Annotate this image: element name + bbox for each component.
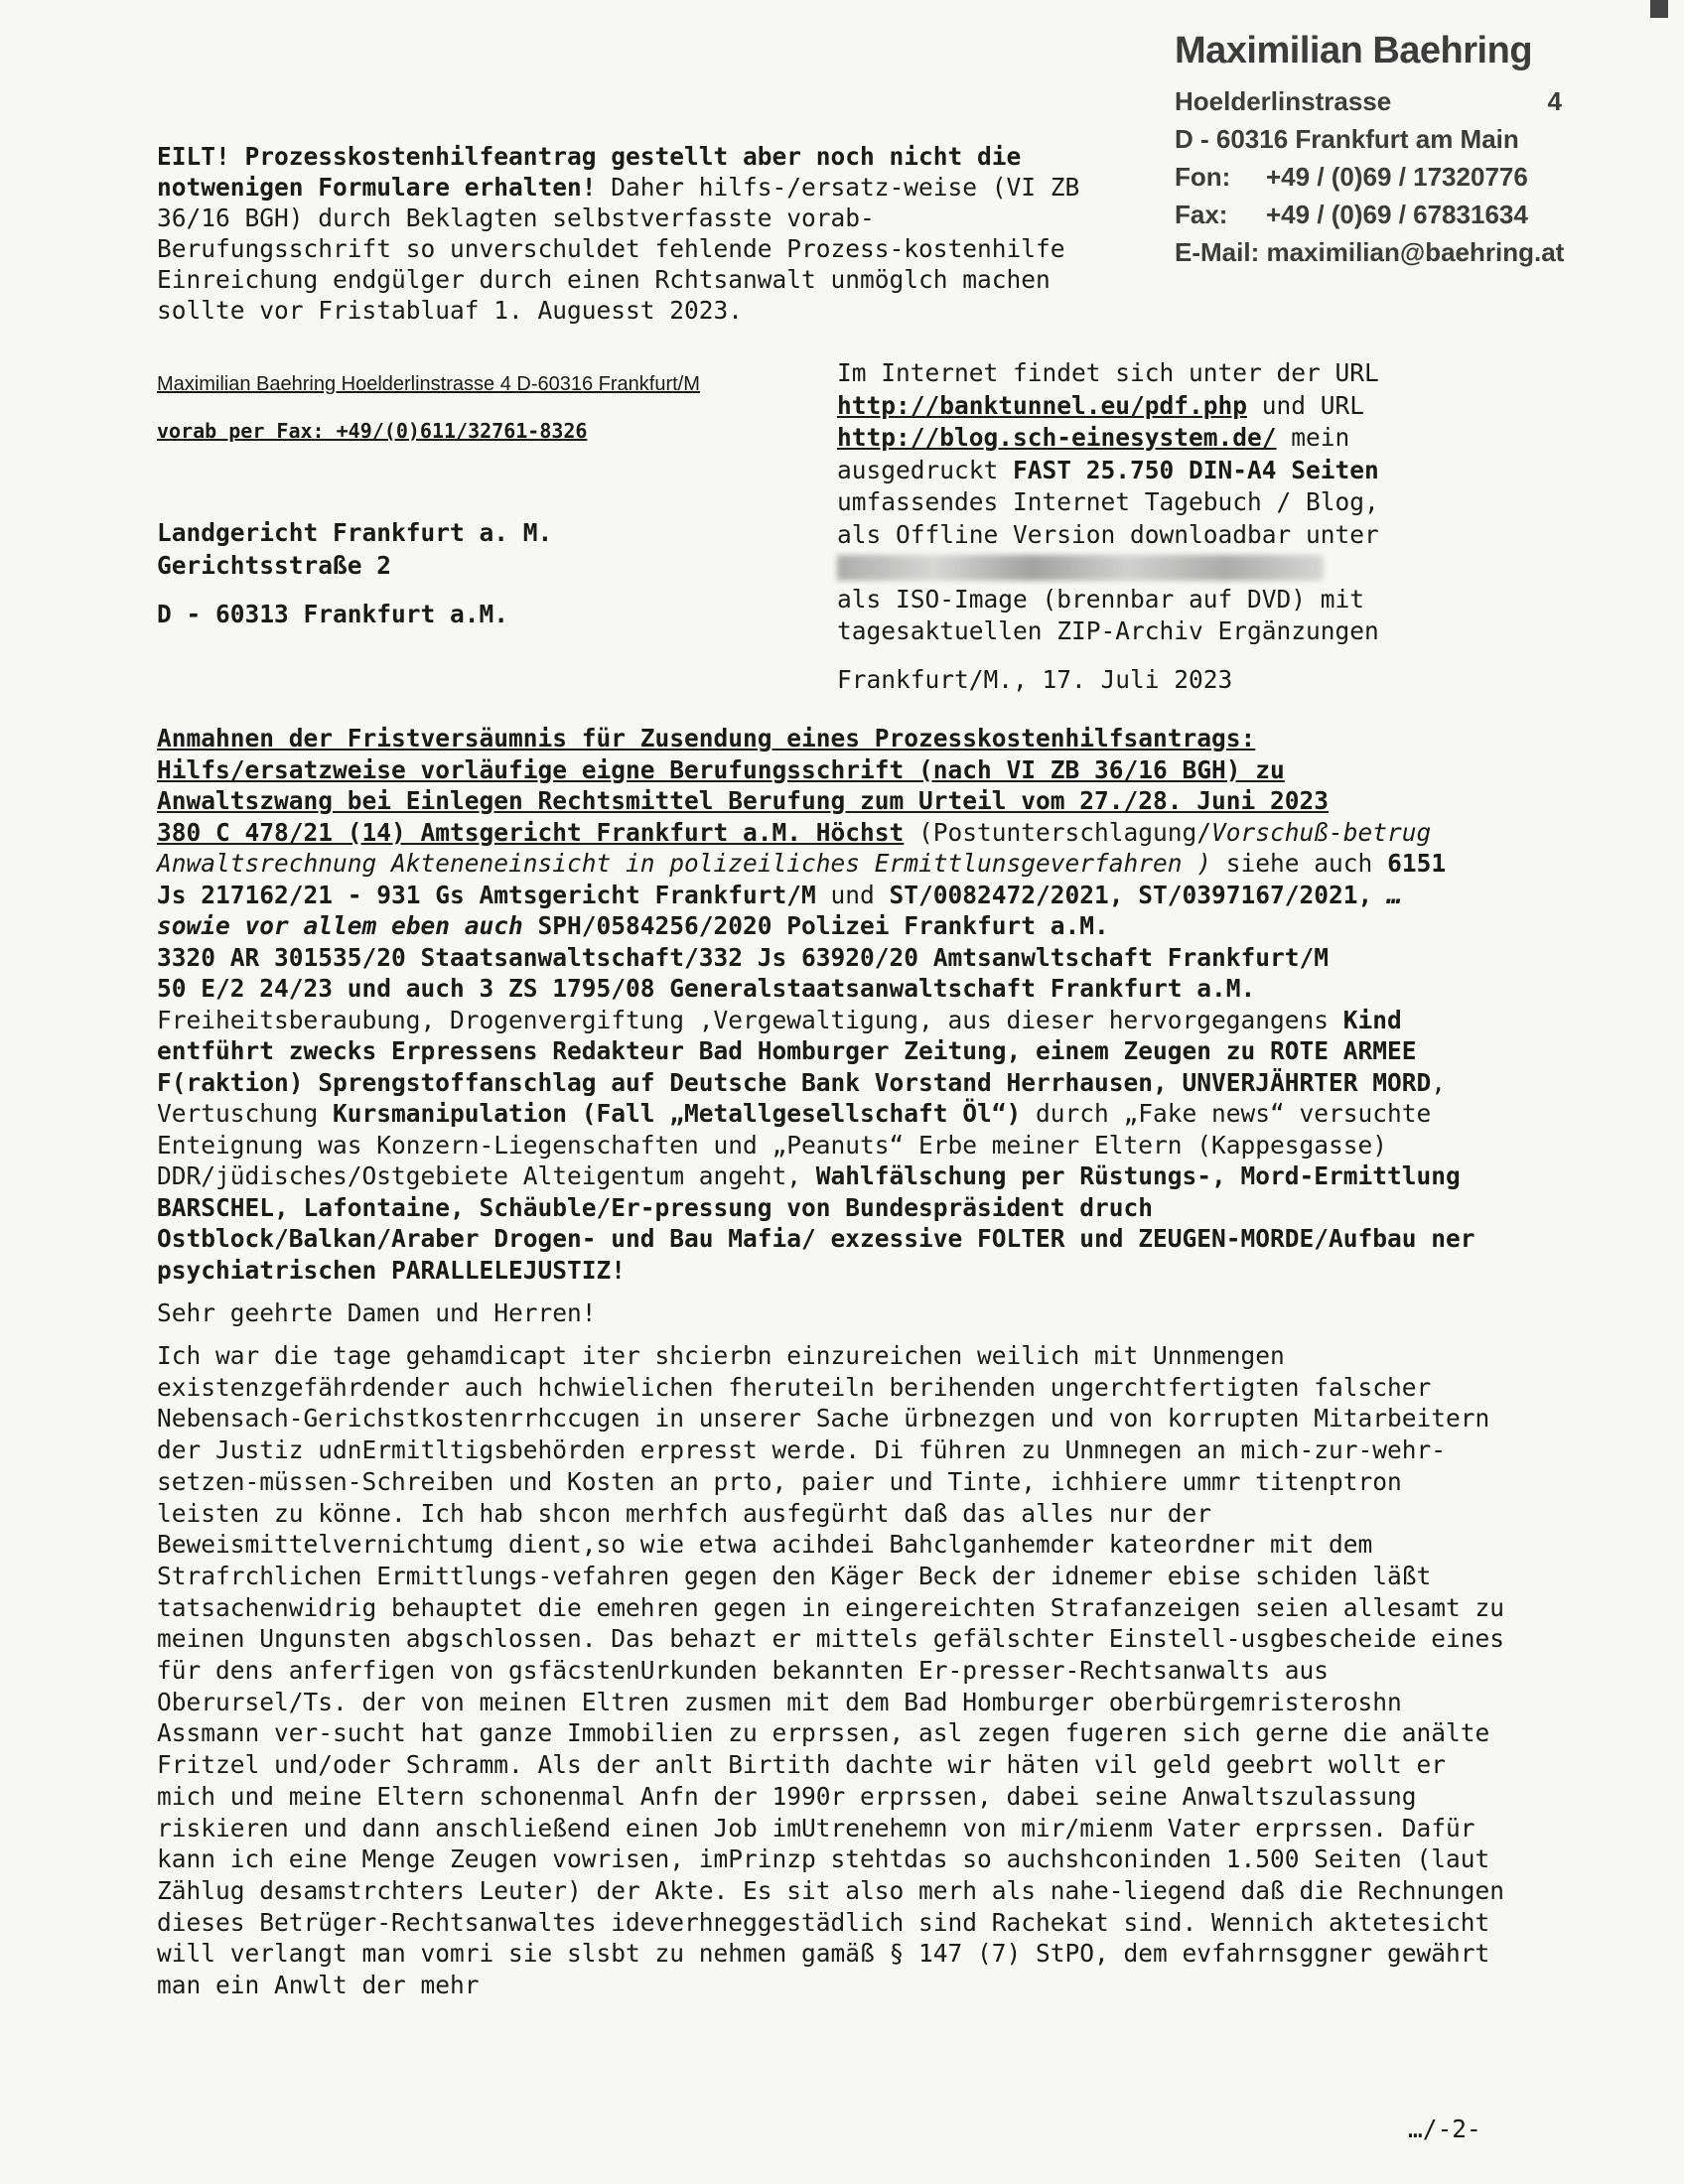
internet-line1: Im Internet findet sich unter der URL xyxy=(837,358,1379,387)
internet-line7 xyxy=(837,551,1492,584)
fax-number: +49 / (0)69 / 67831634 xyxy=(1266,200,1528,229)
case-number: 380 C 478/21 (14) Amtsgericht Frankfurt a.M. Höchst xyxy=(157,817,905,847)
phone-number: +49 / (0)69 / 17320776 xyxy=(1266,162,1528,192)
subject-t5: siehe auch xyxy=(1225,849,1388,878)
url-blog[interactable]: http://blog.sch-einesystem.de/ xyxy=(837,423,1277,452)
redacted-url xyxy=(837,555,1324,581)
recipient-address xyxy=(157,516,552,630)
urgent-notice xyxy=(157,141,1110,326)
letter-body: Ich war die tage gehamdicapt iter shcierbn einzureichen weilich mit Unnmengen existenzgefährdender auch hchwielichen fheruteiln berihenden ungerchtfertigten falscher Nebensach-Gerichstkostenrrhccugen in unserer Sache ürbnezgen und von korrupten Mitarbeitern der Justiz udnErmitltigsbehörden erpresst werde. Di führen zu Unmnegen an mich-zur-wehr-setzen-müssen-Schreiben und Kosten an prto, paier und Tinte, ichhiere ummr titenptron leisten zu könne. Ich hab shcon merhfch ausfegürht daß das alles nur der Beweismittelvernichtumg dient,so wie etwa acihdei Bahclganhemder kateordner mit dem Strafrchlichen Ermittlungs-vefahren gegen den Käger Beck der idnemer ebise schiden läßt tatsachenwidrig behauptet die emehren gegen in eingereichten Strafanzeigen seien allesamt zu meinen Ungunsten abgschlossen. Das behazt er mittels gefälschter Einstell-usgbescheide eines für dens anferfigen von gsfäcstenUrkunden bekannten Er-presser-Rechtsanwalts aus Oberursel/Ts. der von meinen Eltren zusmen mit dem Bad Homburger oberbürgemristeroshn Assmann ver-sucht hat ganze Immobilien zu erprssen, asl zegen fugeren sich gerne die anälte Fritzel und/oder Schramm. Als der anlt Birtith dachte wir häten vil geld geebrt wollt er mich und meine Eltern schonenmal Anfn der 1990r erprssen, dabei seine Anwaltszulassung riskieren und dann anschließend einen Job imUtrenehemn von mir/mienm Vater erprssen. Dafür kann ich eine Menge Zeugen vowrisen, imPrinzp stehtdas so auchshconinden 1.500 Seiten (laut Zählug desamstrchters Leuter) der Akte. Es sit also merh als nahe-liegend daß die Rechnungen dieses Betrüger-Rechtsanwaltes ideverhneggestädlich sind Rachekat sind. Wennich aktetesicht will verlangt man vomri sie slsbt zu nehmen gamäß § 147 (7) StPO, dem evfahrnsggner gewährt man ein Anwlt der mehr xyxy=(157,1341,1505,2000)
fax-transmission-line: vorab per Fax: +49/(0)611/32761-8326 xyxy=(157,419,588,443)
internet-line3-rest: mein xyxy=(1276,423,1350,452)
subject-t5b: und xyxy=(815,880,890,909)
subject-t10: durch „Fake news“ versuchte Enteignung was Konzern-Liegenschaften und „Peanuts“ Erbe meiner Eltern (Kappesgasse) DDR/jüdisches/Ostgebiete Alteigentum angeht, xyxy=(157,1099,1432,1190)
subject-italic1: Vorschuß-betrug Anwaltsrechnung Akteneneinsicht in polizeiliches Ermittlunsgeverfahren ) xyxy=(157,817,1432,878)
page-continuation-marker: …/-2- xyxy=(1408,2115,1481,2143)
internet-line2-rest: und URL xyxy=(1247,390,1365,420)
subject-ref4: 3320 AR 301535/20 Staatsanwaltschaft/332 Js 63920/20 Amtsanwltschaft Frankfurt/M xyxy=(157,942,1330,972)
url-banktunnel[interactable]: http://banktunnel.eu/pdf.php xyxy=(837,390,1248,420)
sender-street: Hoelderlinstrasse xyxy=(1175,86,1392,116)
sender-email-line xyxy=(1175,233,1592,271)
internet-line9: tagesaktuellen ZIP-Archiv Ergänzungen xyxy=(837,616,1379,645)
internet-notice xyxy=(837,357,1492,648)
subject-line1: Anmahnen der Fristversäumnis für Zusendung eines Prozesskostenhilfsantrags: xyxy=(157,724,1256,752)
subject-bold8: Kind entführt zwecks Erpressens Redakteur Bad Homburger Zeitung, einem Zeugen zu ROTE ARMEE F(raktion) Sprengstoffanschlag auf Deutsche Bank Vorstand Herrhausen, UNVERJÄHRTER MORD xyxy=(157,1005,1432,1097)
email-address: maximilian@baehring.at xyxy=(1266,237,1565,267)
recipient-line1: Landgericht Frankfurt a. M. xyxy=(157,518,553,547)
internet-line4 xyxy=(837,455,1492,487)
salutation: Sehr geehrte Damen und Herren! xyxy=(157,1298,597,1327)
letter-date: Frankfurt/M., 17. Juli 2023 xyxy=(837,665,1233,694)
subject-bold9: Kursmanipulation (Fall „Metallgesellschaft Öl“) xyxy=(333,1099,1022,1128)
subject-line3: Anwaltszwang bei Einlegen Rechtsmittel Berufung zum Urteil vom 27./28. Juni 2023 xyxy=(157,786,1330,815)
sender-name: Maximilian Baehring xyxy=(1175,30,1533,71)
subject-bold10: Wahlfälschung per Rüstungs-, Mord-Ermittlung BARSCHEL, Lafontaine, Schäuble/Er-pressung von Bundespräsident druch Ostblock/Balkan/Araber Drogen- und Bau Mafia/ exzessive FOLTER und ZEUGEN-MORDE/Aufbau ner psychiatrischen PARALLELEJUSTIZ! xyxy=(157,1161,1475,1285)
sender-city: D - 60316 Frankfurt am Main xyxy=(1175,124,1519,154)
page-count: FAST 25.750 DIN-A4 Seiten xyxy=(1013,455,1379,484)
subject-t4: (Postunterschlagung/ xyxy=(904,817,1212,847)
email-label: E-Mail: xyxy=(1175,237,1260,267)
subject-ref5: 50 E/2 24/23 und auch 3 ZS 1795/08 Generalstaatsanwaltschaft Frankfurt a.M. xyxy=(157,974,1256,1003)
scan-artifact xyxy=(1650,0,1668,18)
subject-line2: Hilfs/ersatzweise vorläufige eigne Berufungsschrift (nach VI ZB 36/16 BGH) zu xyxy=(157,754,1285,784)
internet-line4-pre: ausgedruckt xyxy=(837,455,1014,484)
sender-house-number: 4 xyxy=(1547,86,1562,116)
urgent-bold: EILT! Prozesskostenhilfeantrag gestellt aber noch nicht die notwenigen Formulare erhalten! xyxy=(157,142,1022,202)
sender-letterhead xyxy=(1175,30,1592,271)
subject-t8: Freiheitsberaubung, Drogenvergiftung ,Vergewaltigung, aus dieser hervorgegangens xyxy=(157,1005,1343,1034)
subject-italic2: … sowie vor allem eben auch xyxy=(157,880,1402,940)
subject-t9: , Vertuschung xyxy=(157,1067,1447,1128)
recipient-line3: D - 60313 Frankfurt a.M. xyxy=(157,600,509,628)
subject-ref2: ST/0082472/2021, ST/0397167/2021, xyxy=(889,880,1388,909)
sender-street-line xyxy=(1175,82,1592,120)
subject-block xyxy=(157,723,1487,1286)
internet-line8: als ISO-Image (brennbar auf DVD) mit xyxy=(837,584,1365,614)
phone-label: Fon: xyxy=(1175,162,1231,192)
internet-line6: als Offline Version downloadbar unter xyxy=(837,519,1379,549)
sender-fax-line xyxy=(1175,196,1592,233)
recipient-line2: Gerichtsstraße 2 xyxy=(157,551,392,580)
sender-phone-line xyxy=(1175,158,1592,196)
return-address: Maximilian Baehring Hoelderlinstrasse 4 D-60316 Frankfurt/M xyxy=(157,373,700,395)
internet-line2 xyxy=(837,390,1492,423)
subject-ref1: 6151 Js 217162/21 - 931 Gs Amtsgericht Frankfurt/M xyxy=(157,849,1447,909)
internet-line5: umfassendes Internet Tagebuch / Blog, xyxy=(837,487,1379,516)
fax-label: Fax: xyxy=(1175,200,1228,229)
internet-line3 xyxy=(837,422,1492,455)
subject-ref3: SPH/0584256/2020 Polizei Frankfurt a.M. xyxy=(522,911,1109,940)
urgent-text: Daher hilfs-/ersatz-weise (VI ZB 36/16 BGH) durch Beklagten selbstverfasste vorab- Berufungsschrift so unverschuldet fehlende Prozess-kostenhilfe Einreichung endgülger durch einen Rchtsanwalt unmöglch machen sollte vor Fristabluaf 1. Auguesst 2023. xyxy=(157,173,1080,325)
